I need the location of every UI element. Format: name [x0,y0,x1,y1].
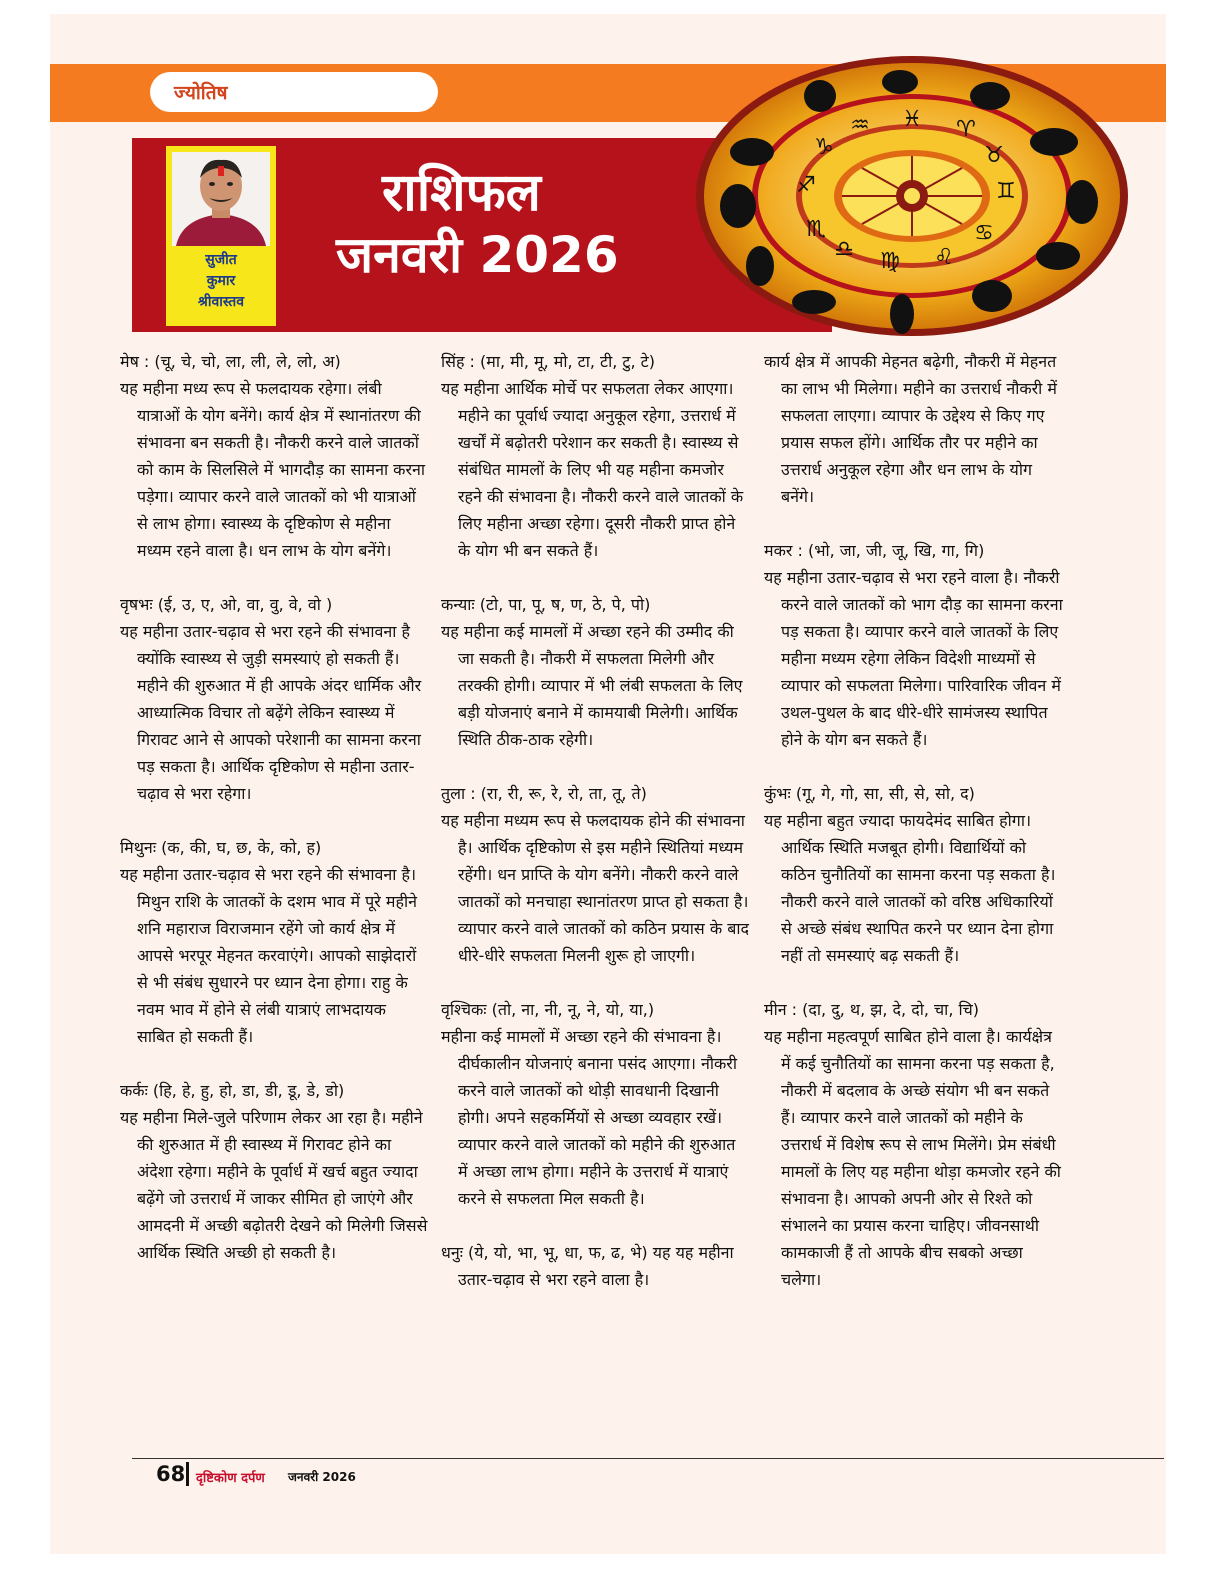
author-card [166,146,276,326]
svg-text:♒: ♒ [850,113,870,138]
rashi-heading: कुंभः (गू, गे, गो, सा, सी, से, सो, द) [764,784,975,803]
section-label: ज्योतिष [174,82,228,104]
rashi-text: यह महीना उतार-चढ़ाव से भरा रहने की संभावना है। मिथुन राशि के जातकों के दशम भाव में पूरे महीने शनि महाराज विराजमान रहेंगे जो कार्य क्षेत्र में आपसे भरपूर मेहनत करवाएंगे। आपको साझेदारों से भी संबंध सुधारने पर ध्यान देना होगा। राहु के नवम भाव में होने से लंबी यात्राएं लाभदायक साबित हो सकती हैं। [120,865,417,1046]
svg-text:♎: ♎ [834,237,854,262]
page-title [336,162,619,286]
footer-separator [186,1462,189,1486]
rashi-text: यह महीना उतार-चढ़ाव से भरा रहने वाला है। नौकरी करने वाले जातकों को भाग दौड़ का सामना करना पड़ सकता है। व्यापार करने वाले जातकों के लिए महीना मध्यम रहेगा लेकिन विदेशी माध्यमों से व्यापार को सफलता मिलेगा। पारिवारिक जीवन में उथल-पुथल के बाद धीरे-धीरे सामंजस्य स्थापित होने के योग बन सकते हैं। [764,568,1063,749]
rashi-text: महीना कई मामलों में अच्छा रहने की संभावना है। दीर्घकालीन योजनाएं बनाना पसंद आएगा। नौकरी करने वाले जातकों को थोड़ी सावधानी दिखानी होगी। अपने सहकर्मियों से अच्छा व्यवहार रखें। व्यापार करने वाले जातकों को महीने की शुरुआत में अच्छा लाभ होगा। महीने के उत्तरार्ध में यात्राएं करने से सफलता मिल सकती है। [441,1027,737,1208]
rashi-text: यह महीना मिले-जुले परिणाम लेकर आ रहा है। महीने की शुरुआत में ही स्वास्थ्य में गिरावट होने का अंदेशा रहेगा। महीने के पूर्वार्ध में खर्च बहुत ज्यादा बढ़ेंगे जो उत्तरार्ध में जाकर सीमित हो जाएंगे और आमदनी में अच्छी बढ़ोतरी देखने को मिलेगी जिससे आर्थिक स्थिति अच्छी हो सकती है। [120,1108,428,1262]
rashi-text: यह महीना उतार-चढ़ाव से भरा रहने की संभावना है क्योंकि स्वास्थ्य से जुड़ी समस्याएं हो सकती हैं। महीने की शुरुआत में ही आपके अंदर धार्मिक और आध्यात्मिक विचार तो बढ़ेंगे लेकिन स्वास्थ्य में गिरावट आने से आपको परेशानी का सामना करना पड़ सकता है। आर्थिक दृष्टिकोण से महीना उतार-चढ़ाव से भरा रहेगा। [120,622,422,803]
author-name: सुजीत कुमार श्रीवास्तव [197,252,245,310]
svg-text:♊: ♊ [996,179,1016,204]
rashi-heading: कन्याः (टो, पा, पू, ष, ण, ठे, पे, पो) [441,595,651,614]
rashi-text: यह महीना मध्य रूप से फलदायक रहेगा। लंबी यात्राओं के योग बनेंगे। कार्य क्षेत्र में स्थानांतरण की संभावना बन सकती है। नौकरी करने वाले जातकों को काम के सिलसिले में भागदौड़ का सामना करना पड़ेगा। व्यापार करने वाले जातकों को भी यात्राओं से लाभ होगा। स्वास्थ्य के दृष्टिकोण से महीना मध्यम रहने वाला है। धन लाभ के योग बनेंगे। [120,379,426,560]
rashi-entry-vrishabh [120,591,428,807]
svg-text:♌: ♌ [934,245,954,270]
rashi-text: धनुः (ये, यो, भा, भू, धा, फ, ढ, भे) यह यह महीना उतार-चढ़ाव से भरा रहने वाला है। [441,1243,734,1289]
column-1 [120,348,428,1293]
rashi-heading: कर्कः (हि, हे, हु, हो, डा, डी, डू, डे, डो) [120,1081,345,1100]
title-line-2: जनवरी 2026 [336,226,619,284]
zodiac-wheel-icon [694,56,1130,338]
rashi-entry-vrishchik [441,996,749,1212]
rashi-entry-makar [764,537,1064,753]
column-3 [764,348,1064,1320]
svg-text:♉: ♉ [984,143,1004,168]
rashi-entry-tula [441,780,749,969]
rashi-text: यह महीना मध्यम रूप से फलदायक होने की संभावना है। आर्थिक दृष्टिकोण से इस महीने स्थितियां मध्यम रहेंगी। धन प्राप्ति के योग बनेंगे। नौकरी करने वाले जातकों को मनचाहा स्थानांतरण प्राप्त हो सकता है। व्यापार करने वाले जातकों को कठिन प्रयास के बाद धीरे-धीरे सफलता मिलनी शुरू हो जाएगी। [441,811,749,965]
rashi-heading: मिथुनः (क, की, घ, छ, के, को, ह) [120,838,322,857]
section-tag [150,72,438,112]
rashi-entry-dhanu-continued [764,348,1064,510]
rashi-entry-dhanu [441,1239,749,1293]
rashi-heading: तुला : (रा, री, रू, रे, रो, ता, तू, ते) [441,784,647,803]
rashi-entry-kanya [441,591,749,753]
rashi-heading: सिंह : (मा, मी, मू, मो, टा, टी, टु, टे) [441,352,655,371]
rashi-text: यह महीना कई मामलों में अच्छा रहने की उम्मीद की जा सकती है। नौकरी में सफलता मिलेगी और तरक्की होगी। व्यापार में भी लंबी सफलता के लिए बड़ी योजनाएं बनाने में कामयाबी मिलेगी। आर्थिक स्थिति ठीक-ठाक रहेगी। [441,622,743,749]
footer-divider [132,1458,1164,1459]
rashi-entry-meen [764,996,1064,1293]
magazine-name: दृष्टिकोण दर्पण [196,1471,265,1486]
rashi-heading: मकर : (भो, जा, जी, जू, खि, गा, गि) [764,541,985,560]
rashi-heading: मेष : (चू, चे, चो, ला, ली, ले, लो, अ) [120,352,341,371]
svg-text:♏: ♏ [806,217,826,242]
rashi-text: यह महीना महत्वपूर्ण साबित होने वाला है। कार्यक्षेत्र में कई चुनौतियों का सामना करना पड़ सकता है, नौकरी में बदलाव के अच्छे संयोग भी बन सकते हैं। व्यापार करने वाले जातकों को महीने के उत्तरार्ध में विशेष रूप से लाभ मिलेंगे। प्रेम संबंधी मामलों के लिए यह महीना थोड़ा कमजोर रहने की संभावना है। आपको अपनी ओर से रिश्ते को संभालने का प्रयास करना चाहिए। जीवनसाथी कामकाजी हैं तो आपके बीच सबको अच्छा चलेगा। [764,1027,1061,1289]
svg-text:♐: ♐ [796,173,816,198]
svg-text:♓: ♓ [902,107,922,132]
svg-text:♋: ♋ [974,221,994,246]
svg-text:♈: ♈ [956,117,976,142]
svg-text:♍: ♍ [880,249,900,274]
rashi-text: यह महीना आर्थिक मोर्चे पर सफलता लेकर आएगा। महीने का पूर्वार्ध ज्यादा अनुकूल रहेगा, उत्तरार्ध में खर्चों में बढ़ोतरी परेशान कर सकती है। स्वास्थ्य से संबंधित मामलों के लिए भी यह महीना कमजोर रहने की संभावना है। नौकरी करने वाले जातकों के लिए महीना अच्छा रहेगा। दूसरी नौकरी प्राप्त होने के योग भी बन सकते हैं। [441,379,744,560]
rashi-heading: मीन : (दा, दु, थ, झ, दे, दो, चा, चि) [764,1000,980,1019]
rashi-heading: वृश्चिकः (तो, ना, नी, नू, ने, यो, या,) [441,1000,655,1019]
rashi-entry-kark [120,1077,428,1266]
rashi-text: यह महीना बहुत ज्यादा फायदेमंद साबित होगा। आर्थिक स्थिति मजबूत होगी। विद्यार्थियों को कठिन चुनौतियों का सामना करना पड़ सकता है। नौकरी करने वाले जातकों को वरिष्ठ अधिकारियों से अच्छे संबंध स्थापित करने पर ध्यान देना होगा नहीं तो समस्याएं बढ़ सकती हैं। [764,811,1056,965]
svg-text:♑: ♑ [814,135,834,160]
rashi-entry-mithun [120,834,428,1050]
rashi-entry-mesh [120,348,428,564]
rashi-entry-kumbh [764,780,1064,969]
rashi-text: कार्य क्षेत्र में आपकी मेहनत बढ़ेगी, नौकरी में मेहनत का लाभ भी मिलेगा। महीने का उत्तरार्ध नौकरी में सफलता लाएगा। व्यापार के उद्देश्य से किए गए प्रयास सफल होंगे। आर्थिक तौर पर महीने का उत्तरार्ध अनुकूल रहेगा और धन लाभ के योग बनेंगे। [764,352,1057,506]
title-line-1: राशिफल [382,163,541,223]
rashi-entry-singh [441,348,749,564]
rashi-heading: वृषभः (ई, उ, ए, ओ, वा, वु, वे, वो ) [120,595,333,614]
issue-date: जनवरी 2026 [288,1470,356,1484]
author-photo [172,152,270,246]
column-2 [441,348,749,1320]
page-number: 68 [156,1462,186,1486]
